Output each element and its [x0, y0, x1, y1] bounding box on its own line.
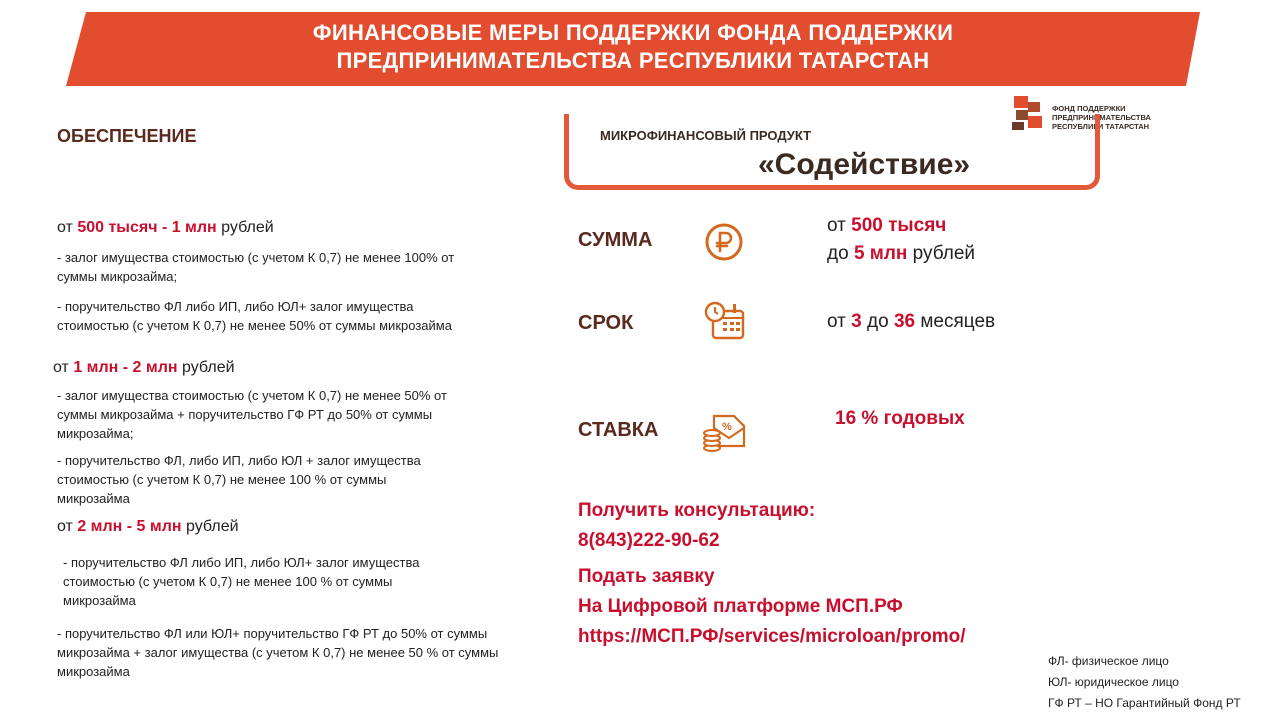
- collateral-title: ОБЕСПЕЧЕНИЕ: [57, 126, 197, 146]
- product-name: «Содействие»: [758, 148, 971, 181]
- header-banner: [66, 12, 1200, 86]
- ruble-icon: [704, 222, 744, 262]
- logo-text-2: ПРЕДПРИНИМАТЕЛЬСТВА: [1052, 113, 1151, 122]
- footnote-ul: ЮЛ- юридическое лицо: [1048, 675, 1179, 689]
- product-label: МИКРОФИНАНСОВЫЙ ПРОДУКТ: [600, 128, 812, 143]
- apply-text: Подать заявку: [578, 566, 715, 587]
- logo-text-3: РЕСПУБЛИКИ ТАТАРСТАН: [1052, 122, 1150, 131]
- range-1: от 500 тысяч - 1 млн рублей: [57, 219, 274, 236]
- term-value: от 3 до 36 месяцев: [827, 311, 996, 332]
- consult-text: Получить консультацию:: [578, 500, 816, 521]
- sum-label: СУММА: [578, 229, 653, 251]
- platform-url-link[interactable]: https://МСП.РФ/services/microloan/promo/: [578, 626, 966, 647]
- condition-2: - поручительство ФЛ либо ИП, либо ЮЛ+ залог имущества стоимостью (с учетом К 0,7) не менее 50% от суммы микрозайма: [57, 299, 452, 333]
- phone-link[interactable]: 8(843)222-90-62: [578, 530, 720, 551]
- sum-value: от 500 тысяч до 5 млн рублей: [827, 215, 976, 264]
- condition-5: - поручительство ФЛ либо ИП, либо ЮЛ+ залог имущества стоимостью (с учетом К 0,7) не менее 100 % от суммы микрозайма: [63, 555, 420, 608]
- footnotes: [1048, 651, 1241, 714]
- logo-text-1: ФОНД ПОДДЕРЖКИ: [1052, 104, 1126, 113]
- coins-percent-icon: [700, 410, 748, 452]
- condition-3: - залог имущества стоимостью (с учетом К 0,7) не менее 50% от суммы микрозайма + поручительство ГФ РТ до 50% от суммы микрозайма;: [57, 388, 447, 441]
- calendar-clock-icon: [703, 301, 747, 341]
- svg-text:%: %: [722, 421, 732, 433]
- page-title: [66, 19, 1200, 75]
- term-label: СРОК: [578, 312, 634, 334]
- condition-4: - поручительство ФЛ, либо ИП, либо ЮЛ + залог имущества стоимостью (с учетом К 0,7) не менее 100 % от суммы микрозайма: [57, 453, 421, 506]
- rate-label: СТАВКА: [578, 419, 659, 441]
- condition-6: - поручительство ФЛ или ЮЛ+ поручительство ГФ РТ до 50% от суммы микрозайма + залог имущества (с учетом К 0,7) не менее 50 % от суммы микрозайма: [57, 626, 499, 679]
- range-3: от 2 млн - 5 млн рублей: [57, 518, 239, 535]
- title-line-1: ФИНАНСОВЫЕ МЕРЫ ПОДДЕРЖКИ ФОНДА ПОДДЕРЖКИ: [312, 20, 954, 45]
- rate-value: 16 % годовых: [835, 408, 965, 429]
- footnote-gf: ГФ РТ – НО Гарантийный Фонд РТ: [1048, 696, 1241, 710]
- condition-1: - залог имущества стоимостью (с учетом К 0,7) не менее 100% от суммы микрозайма;: [57, 250, 455, 284]
- cta-block: [578, 496, 966, 652]
- range-2: от 1 млн - 2 млн рублей: [53, 359, 235, 376]
- title-line-2: ПРЕДПРИНИМАТЕЛЬСТВА РЕСПУБЛИКИ ТАТАРСТАН: [336, 48, 930, 73]
- platform-text: На Цифровой платформе МСП.РФ: [578, 596, 903, 617]
- footnote-fl: ФЛ- физическое лицо: [1048, 654, 1169, 668]
